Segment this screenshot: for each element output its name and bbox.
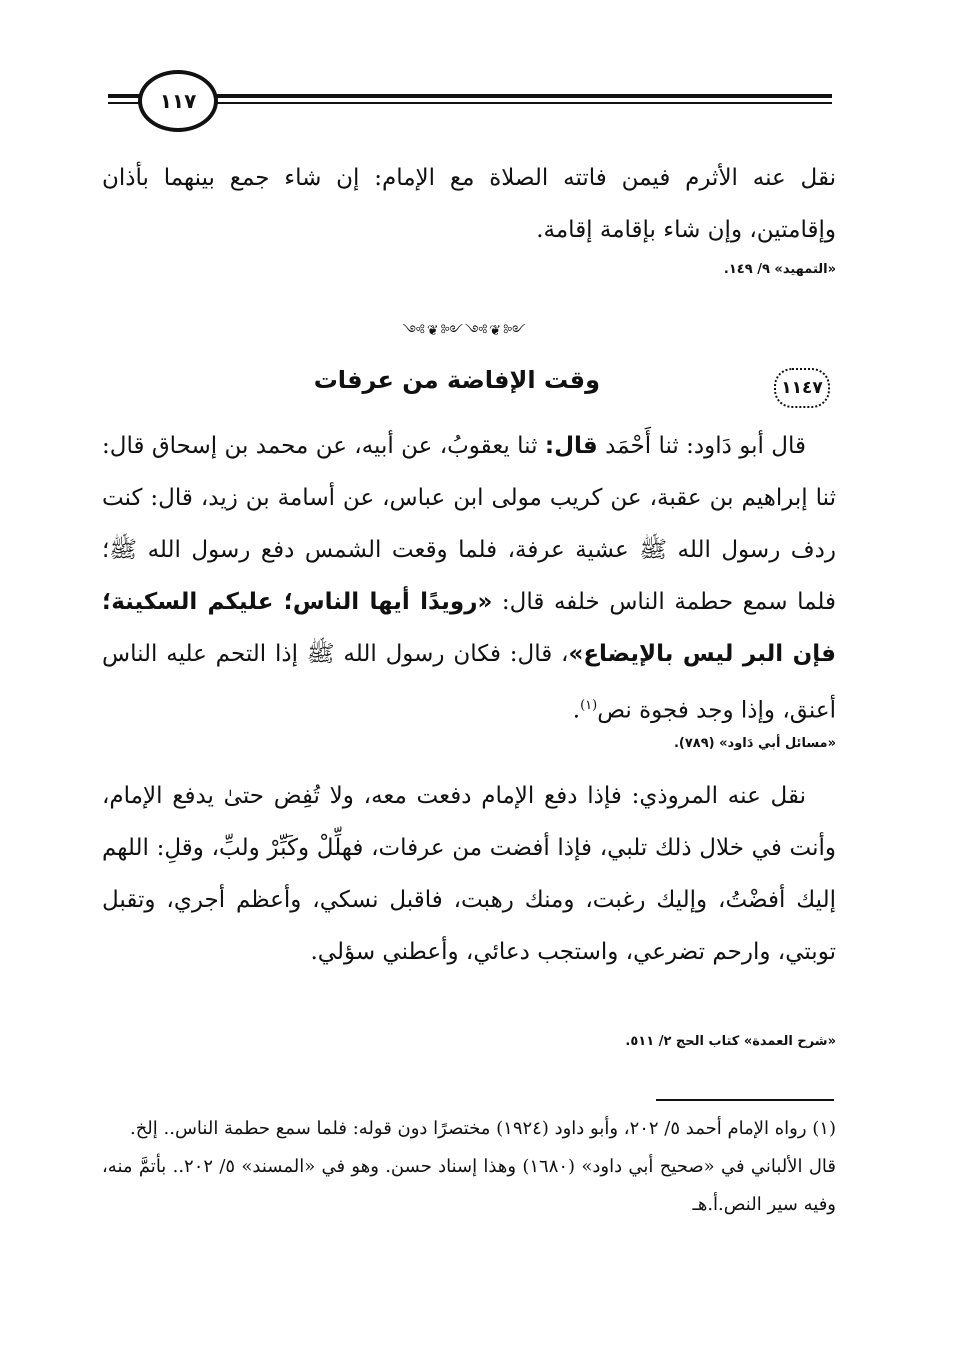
hadith-end: . <box>572 697 581 724</box>
page-header <box>108 70 832 130</box>
footnotes <box>102 1110 836 1224</box>
hadith-block <box>102 420 836 737</box>
hadith-chain: ثنا يعقوبُ، عن أبيه، عن محمد بن إسحاق قال: ثنا إبراهيم بن عقبة، عن كريب مولى ابن عباس، عن أسامة بن زيد، قال: كنت ردف رسول الله ﷺ عشية عرفة، فلما وقعت الشمس دفع رسول الله ﷺ؛ فلما سمع حطمة الناس خلفه قال: <box>102 433 836 615</box>
intro-source: «التمهيد» ٩/ ١٤٩. <box>723 262 836 277</box>
page-number: ١١٧ <box>138 70 218 132</box>
footnote-divider <box>656 1099 834 1101</box>
marwazi-source: «شرح العمدة» كتاب الحج ٢/ ٥١١. <box>625 1034 836 1049</box>
hadith-quote: «رويدًا أيها الناس؛ عليكم السكينة؛ فإن البر ليس بالإيضاع» <box>102 589 836 667</box>
footnote-1-continuation: قال الألباني في «صحيح أبي داود» (١٦٨٠) وهذا إسناد حسن. وهو في «المسند» ٥/ ٢٠٢.. بأتمَّ منه، وفيه سير النص.أ.هـ <box>102 1156 836 1215</box>
section-heading <box>102 362 836 410</box>
hadith-intro: قال أبو دَاود: ثنا أَحْمَد <box>605 433 806 459</box>
intro-paragraph: نقل عنه الأثرم فيمن فاتته الصلاة مع الإمام: إن شاء جمع بينهما بأذان وإقامتين، وإن شاء بإقامة إقامة. <box>102 165 836 243</box>
hadith-paragraph <box>102 420 836 737</box>
marwazi-block <box>102 770 836 978</box>
section-number-badge: ١١٤٧ <box>774 368 830 408</box>
footnote-ref[interactable]: (١) <box>580 698 598 713</box>
hadith-ending: ، قال: فكان رسول الله ﷺ إذا التحم عليه الناس أعنق، وإذا وجد فجوة نص <box>102 641 836 724</box>
section-title: وقت الإفاضة من عرفات <box>313 366 600 394</box>
footnote-1: (١) رواه الإمام أحمد ٥/ ٢٠٢، وأبو داود (١٩٢٤) مختصرًا دون قوله: فلما سمع حطمة الناس.. إلخ. <box>129 1118 836 1139</box>
marwazi-paragraph: نقل عنه المروذي: فإذا دفع الإمام دفعت معه، ولا تُفِض حتىٰ يدفع الإمام، وأنت في خلال ذلك تلبي، فإذا أفضت من عرفات، فهلِّلْ وكَبِّرْ ولبِّ، وقلِ: اللهم إليك أفضْتُ، وإليك رغبت، ومنك رهبت، فاقبل نسكي، وأعظم أجري، وتقبل توبتي، وارحم تضرعي، واستجب دعائي، وأعطني سؤلي. <box>102 783 836 965</box>
intro-block <box>102 152 836 256</box>
hadith-source: «مسائل أبي دَاود» (٧٨٩). <box>673 736 836 751</box>
section-divider-ornament: ༺❦༻༺❦༻ <box>402 323 528 339</box>
hadith-qala: قال: <box>544 433 598 459</box>
